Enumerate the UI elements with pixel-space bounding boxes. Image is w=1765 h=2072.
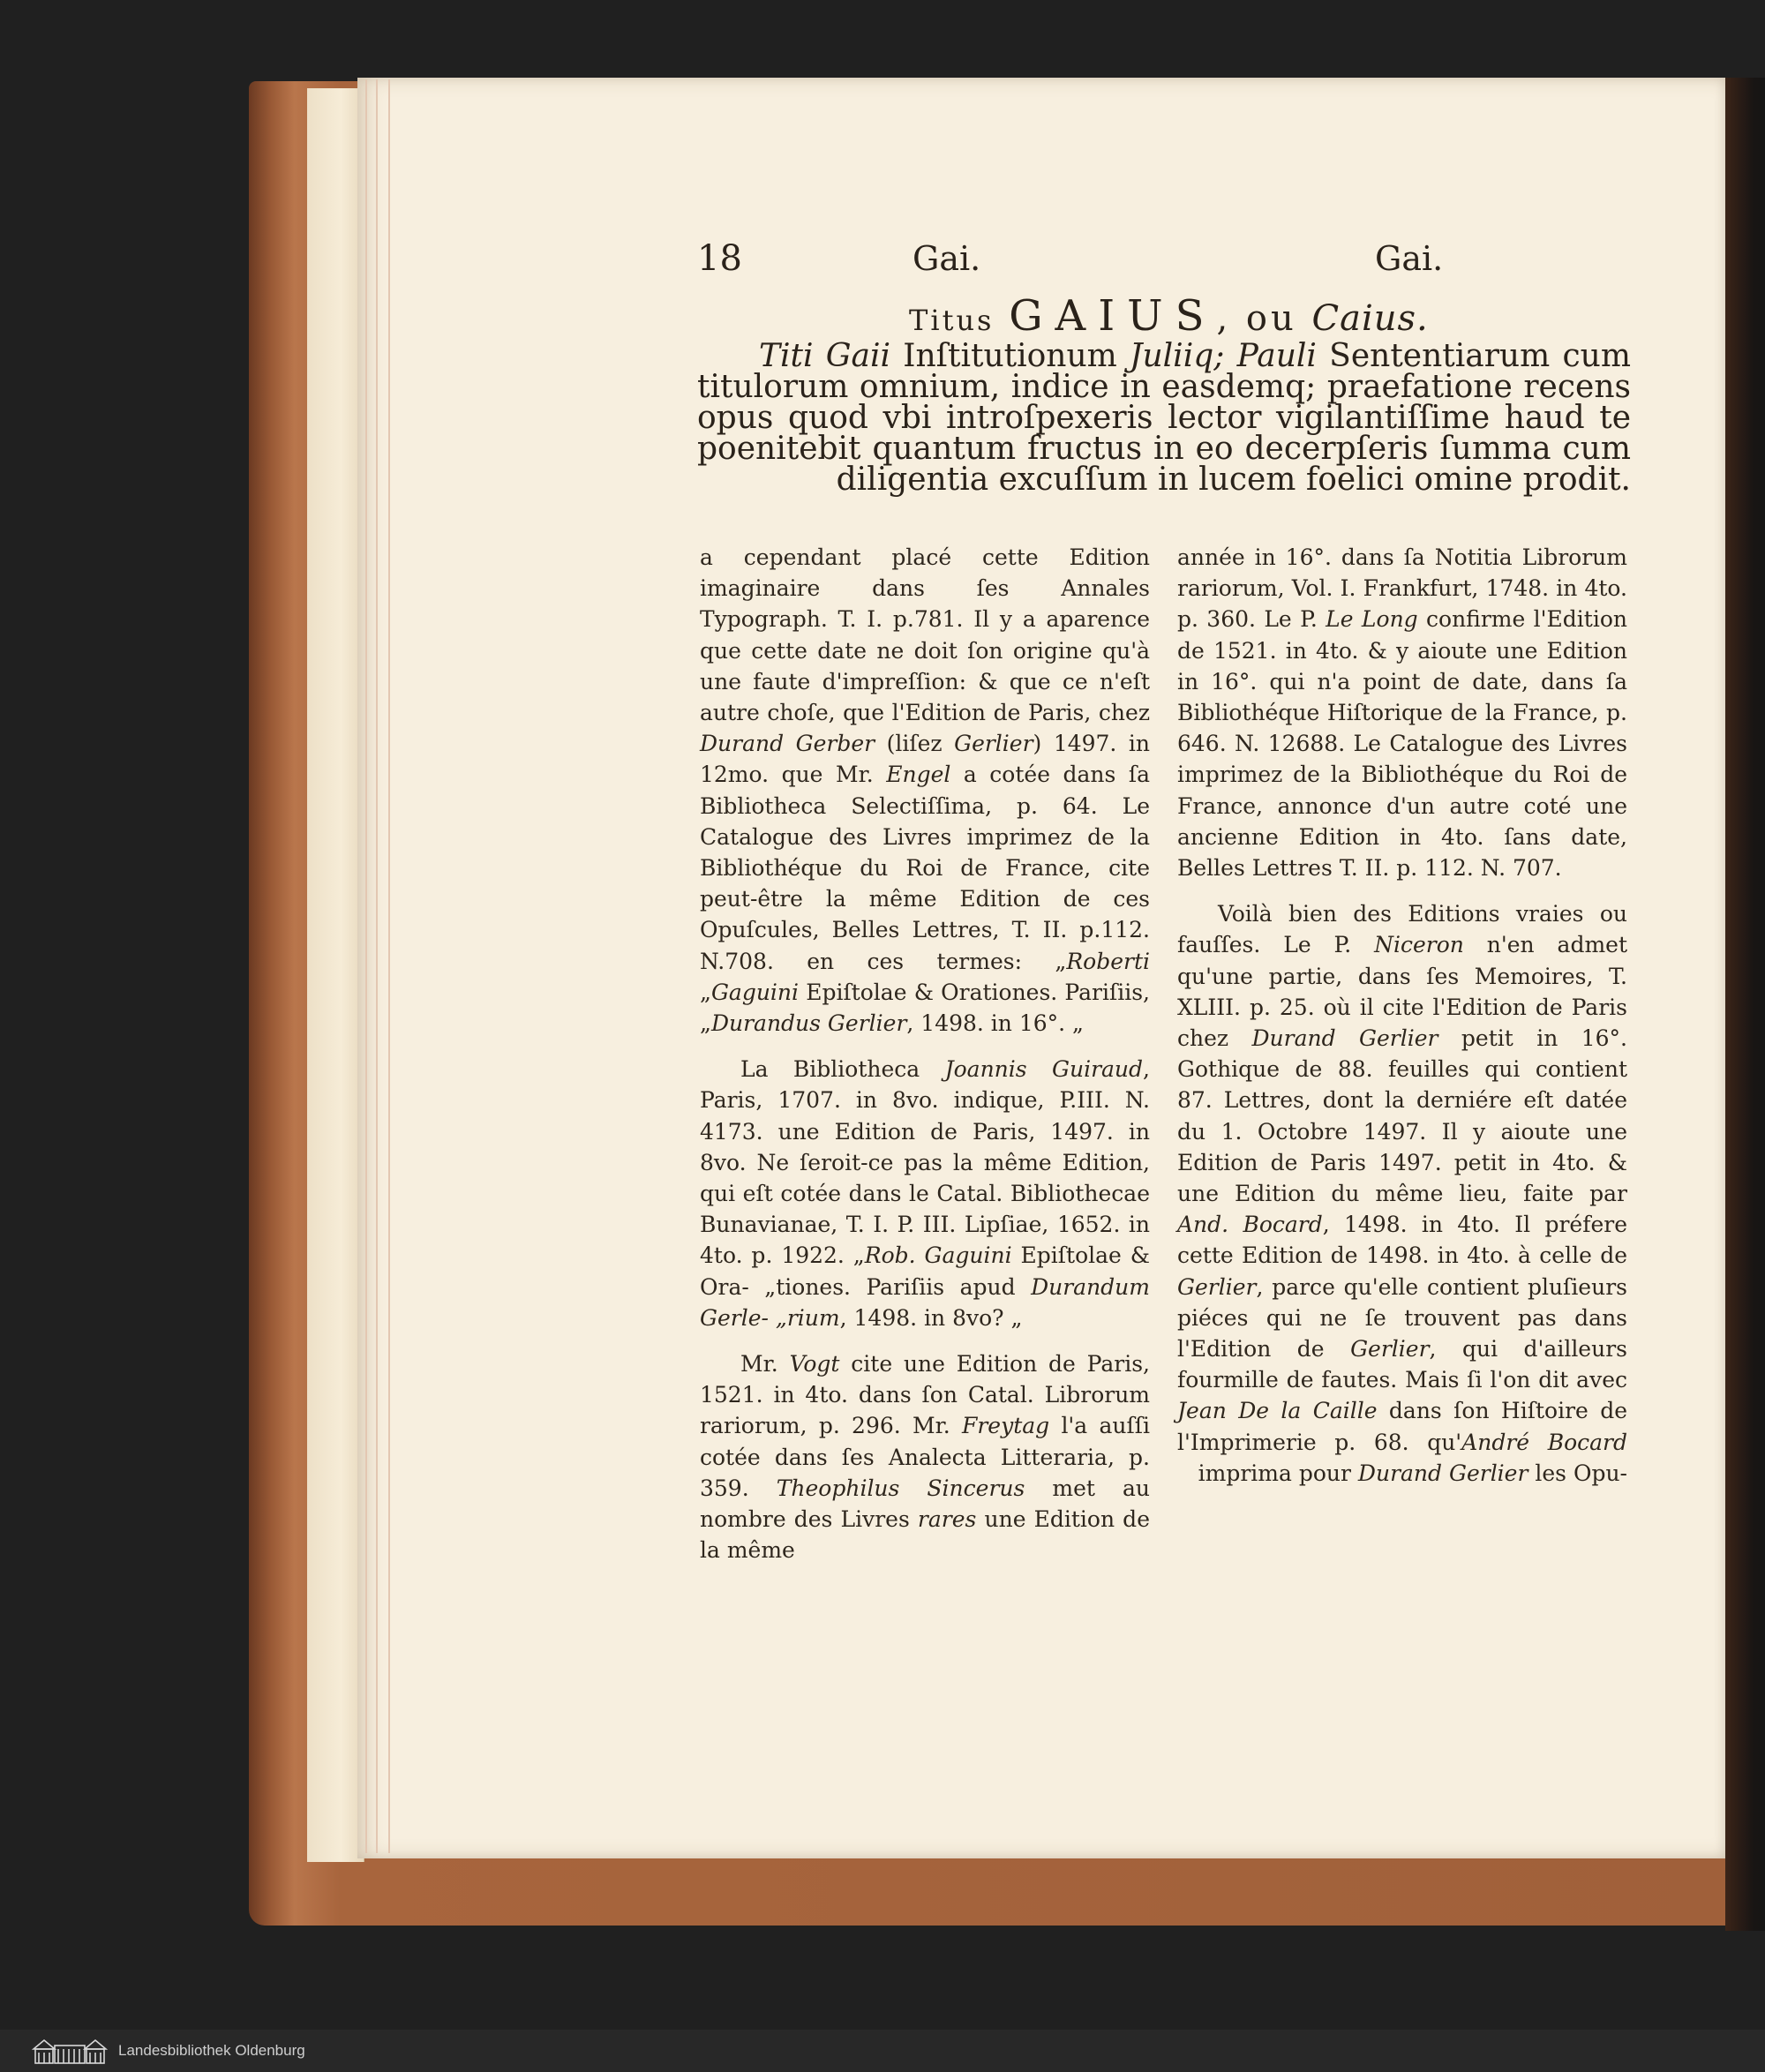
running-head-left: Gai. xyxy=(913,239,981,278)
entry-title xyxy=(909,291,1429,341)
paragraph: année in 16°. dans ſa Notitia Librorum rariorum, Vol. I. Frankfurt, 1748. in 4to. p. 360. Le P. Le Long confirme l'Edition de 1521. in 4to. & y aioute une Edition in 16°. qui n'a point de date, dans ſa Bibliothéque Hiſtorique de la France, p. 646. N. 12688. Le Catalogue des Livres imprimez de la Bibliothéque du Roi de France, annonce d'un autre coté une ancienne Edition in 4to. ſans date, Belles Lettres T. II. p. 112. N. 707. xyxy=(1177,544,1627,882)
title-name: GAIUS xyxy=(1009,291,1217,341)
text-column-left xyxy=(700,542,1150,1566)
library-name: Landesbibliothek Oldenburg xyxy=(118,2042,305,2059)
paragraph: Voilà bien des Editions vraies ou fauſſes. Le P. Niceron n'en admet qu'une partie, dans ſes Memoires, T. XLIII. p. 25. où il cite l'Edition de Paris chez Durand Gerlier petit in 16°. Gothique de 88. feuilles qui contient 87. Lettres, dont la derniére eſt datée du 1. Octobre 1497. Il y aioute une Edition de Paris 1497. petit in 4to. & une Edition du même lieu, faite par And. Bocard, 1498. in 4to. Il préfere cette Edition de 1498. in 4to. à celle de Gerlier, parce qu'elle contient pluſieurs piéces qui ne ſe trouvent pas dans l'Edition de Gerlier, qui d'ailleurs fourmille de fautes. Mais ſi l'on dit avec Jean De la Caille dans ſon Hiſtoire de l'Imprimerie p. 68. qu'André Bocard imprima pour Durand Gerlier les Opu- xyxy=(1177,901,1627,1486)
viewer-footer xyxy=(0,2030,1765,2072)
page-edge-line xyxy=(376,79,378,1853)
page-edge-line xyxy=(365,79,367,1853)
paragraph: La Bibliotheca Joannis Guiraud, Paris, 1707. in 8vo. indique, P.III. N. 4173. une Edition de Paris, 1497. in 8vo. Ne ſeroit-ce pas la même Edition, qui eſt cotée dans le Catal. Bibliothecae Bunavianae, T. I. P. III. Lipſiae, 1652. in 4to. p. 1922. „Rob. Gaguini Epiſtolae & Ora- „tiones. Pariſiis apud Durandum Gerle- „rium, 1498. in 8vo? „ xyxy=(700,1056,1150,1331)
incipit-title xyxy=(697,338,1631,498)
page-edge-line xyxy=(388,79,390,1853)
page-block-edge xyxy=(307,88,364,1862)
title-suffix: , ou xyxy=(1216,298,1297,339)
incipit-text: Inſtitutionum xyxy=(890,338,1130,374)
incipit-text: Sententiarum cum titulorum omnium, indice in easdemq; praefatione recens opus quod vbi introſpexeris lector vigilantiſſime haud te poenitebit quantum fructus in eo decerpſeris ſumma cum diligentia excuſſum in lucem foelici omine prodit. xyxy=(697,338,1631,498)
incipit-author: Juliiq; Pauli xyxy=(1130,338,1317,374)
running-head-right: Gai. xyxy=(1375,239,1444,278)
title-prefix: Titus xyxy=(909,304,995,337)
paragraph: Mr. Vogt cite une Edition de Paris, 1521. in 4to. dans ſon Catal. Librorum rariorum, p. 296. Mr. Freytag l'a auſſi cotée dans ſes Analecta Litteraria, p. 359. Theophilus Sincerus met au nombre des Livres rares une Edition de la même xyxy=(700,1351,1150,1564)
incipit-author: Titi Gaii xyxy=(759,338,891,374)
text-column-right xyxy=(1177,542,1627,1489)
paragraph: a cependant placé cette Edition imaginaire dans ſes Annales Typograph. T. I. p.781. Il y a aparence que cette date ne doit ſon origine qu'à une faute d'impreſſion: & que ce n'eſt autre choſe, que l'Edition de Paris, chez Durand Gerber (liſez Gerlier) 1497. in 12mo. que Mr. Engel a cotée dans ſa Bibliotheca Selectiſſima, p. 64. Le Catalogue des Livres imprimez de la Bibliothéque du Roi de France, cite peut-être la même Edition de ces Opuſcules, Belles Lettres, T. II. p.112. N.708. en ces termes: „Roberti „Gaguini Epiſtolae & Orationes. Pariſiis, „Durandus Gerlier, 1498. in 16°. „ xyxy=(700,544,1150,1037)
title-variant: Caius. xyxy=(1311,298,1429,339)
gutter-shadow xyxy=(1725,78,1765,1931)
page-number: 18 xyxy=(697,238,742,279)
library-building-icon xyxy=(32,2037,108,2065)
